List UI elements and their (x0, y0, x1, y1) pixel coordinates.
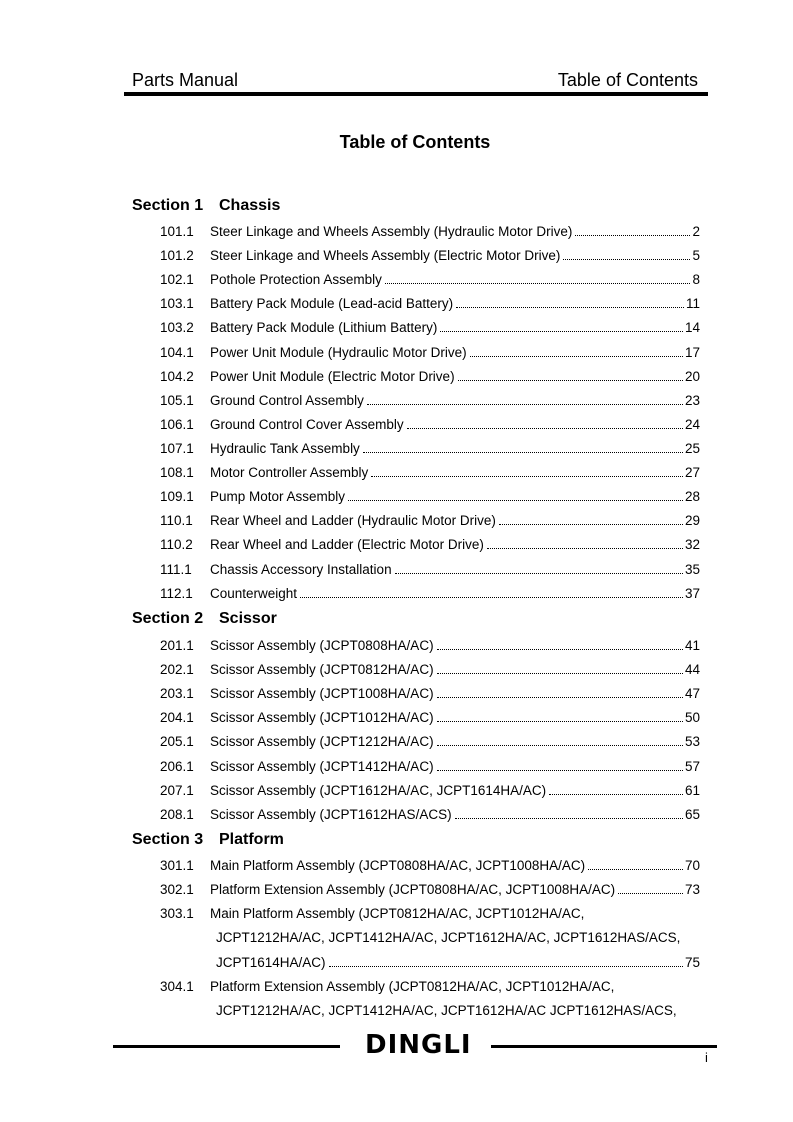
toc-entry-number: 112.1 (160, 586, 193, 601)
toc-entry-title: Platform Extension Assembly (JCPT0812HA/AC, JCPT1012HA/AC, (210, 979, 615, 994)
toc-entry-page: 2 (692, 224, 700, 239)
toc-entry-page: 8 (692, 272, 700, 287)
toc-entry-number: 103.1 (160, 296, 194, 311)
dot-leader (367, 404, 683, 405)
toc-entry-title-continuation: JCPT1212HA/AC, JCPT1412HA/AC, JCPT1612HA/AC, JCPT1612HAS/ACS, (216, 930, 681, 945)
toc-entry-title: Steer Linkage and Wheels Assembly (Hydraulic Motor Drive) (210, 224, 573, 239)
toc-entry[interactable] (160, 272, 700, 292)
toc-entry-title: Main Platform Assembly (JCPT0808HA/AC, JCPT1008HA/AC) (210, 858, 586, 873)
dot-leader (437, 697, 683, 698)
dot-leader (618, 893, 683, 894)
toc-entry-number: 301.1 (160, 858, 194, 873)
toc-entry-line (210, 710, 700, 726)
toc-entry[interactable] (160, 248, 700, 268)
toc-entry-line (210, 734, 700, 750)
toc-entry-title: Main Platform Assembly (JCPT0812HA/AC, JCPT1012HA/AC, (210, 906, 585, 921)
toc-entry-page: 57 (684, 759, 700, 774)
toc-entry-line (210, 320, 700, 336)
toc-entry[interactable] (160, 882, 700, 902)
toc-entry-title: Scissor Assembly (JCPT0808HA/AC) (210, 638, 434, 653)
dot-leader (437, 721, 683, 722)
toc-entry[interactable] (160, 734, 700, 754)
toc-entry-title: Rear Wheel and Ladder (Hydraulic Motor Drive) (210, 513, 496, 528)
toc-entry-line (210, 296, 700, 312)
toc-entry-number: 204.1 (160, 710, 194, 725)
toc-entry[interactable] (160, 858, 700, 878)
header-manual-title: Parts Manual (132, 70, 239, 90)
toc-entry-number: 110.1 (160, 513, 193, 528)
header-section-title: Table of Contents (557, 70, 698, 90)
toc-entry[interactable] (160, 369, 700, 389)
toc-entry-number: 109.1 (160, 489, 194, 504)
toc-entry-page: 53 (684, 734, 700, 749)
dot-leader (437, 673, 683, 674)
toc-entry-page: 44 (684, 662, 700, 677)
toc-entry-number: 103.2 (160, 320, 194, 335)
toc-entry-page: 5 (692, 248, 700, 263)
toc-entry-page: 41 (684, 638, 700, 653)
toc-entry[interactable] (160, 662, 700, 682)
toc-entry-page: 20 (684, 369, 700, 384)
section-name: Scissor (219, 610, 277, 627)
toc-entry[interactable] (160, 807, 700, 827)
toc-entry-title: Motor Controller Assembly (210, 465, 369, 480)
toc-entry-number: 207.1 (160, 783, 194, 798)
dot-leader (300, 597, 683, 598)
toc-entry-number: 102.1 (160, 272, 194, 287)
page-number: i (705, 1050, 708, 1065)
toc-entry-title-continuation: JCPT1212HA/AC, JCPT1412HA/AC, JCPT1612HA/AC JCPT1612HAS/ACS, (216, 1003, 677, 1018)
toc-entry-line (210, 807, 700, 823)
toc-entry-page: 50 (684, 710, 700, 725)
toc-entry[interactable] (160, 979, 700, 999)
dot-leader (470, 356, 683, 357)
toc-entry-line (210, 393, 700, 409)
dot-leader (549, 794, 683, 795)
dot-leader (458, 380, 683, 381)
page-title: Table of Contents (339, 132, 491, 152)
dingli-logo: DINGLI (365, 1030, 472, 1060)
toc-entry-number: 101.1 (160, 224, 194, 239)
toc-entry[interactable] (160, 465, 700, 485)
toc-entry-page: 11 (685, 296, 700, 311)
section-name: Chassis (219, 197, 281, 214)
toc-entry[interactable] (160, 759, 700, 779)
toc-entry-title: Scissor Assembly (JCPT1612HA/AC, JCPT1614HA/AC) (210, 783, 547, 798)
toc-entry-title-last-line (216, 955, 700, 975)
toc-entry[interactable] (160, 638, 700, 658)
toc-entry-line (210, 662, 700, 678)
toc-entry-line (210, 686, 700, 702)
toc-entry-number: 104.1 (160, 345, 194, 360)
toc-entry[interactable] (160, 224, 700, 244)
toc-entry-page: 28 (684, 489, 700, 504)
dot-leader (487, 548, 683, 549)
toc-entry-title: Hydraulic Tank Assembly (210, 441, 360, 456)
toc-entry-page: 32 (684, 537, 700, 552)
toc-entry-number: 302.1 (160, 882, 194, 897)
toc-entry-line (210, 562, 700, 578)
toc-entry[interactable] (160, 417, 700, 437)
dot-leader (588, 869, 683, 870)
toc-entry[interactable] (160, 537, 700, 557)
toc-entry-number: 111.1 (160, 562, 192, 577)
dot-leader (363, 452, 683, 453)
toc-entry-number: 304.1 (160, 979, 194, 994)
toc-entry-title: Rear Wheel and Ladder (Electric Motor Drive) (210, 537, 484, 552)
toc-entry-number: 101.2 (160, 248, 194, 263)
section-label: Section 2 (132, 610, 204, 627)
toc-entry-page: 17 (684, 345, 700, 360)
toc-entry-title: Scissor Assembly (JCPT1412HA/AC) (210, 759, 434, 774)
toc-entry[interactable] (160, 783, 700, 803)
section-heading (132, 831, 284, 849)
toc-entry-number: 303.1 (160, 906, 194, 921)
toc-entry-number: 206.1 (160, 759, 194, 774)
toc-entry-line (210, 513, 700, 529)
toc-entry-title: Counterweight (210, 586, 298, 601)
toc-entry-title: Battery Pack Module (Lead-acid Battery) (210, 296, 454, 311)
toc-entry-title: Pump Motor Assembly (210, 489, 346, 504)
toc-entry-line (210, 638, 700, 654)
section-label: Section 3 (132, 831, 204, 848)
footer-rule-left (113, 1045, 340, 1048)
toc-entry-line (210, 224, 700, 240)
toc-entry[interactable] (160, 296, 700, 316)
toc-entry-page: 35 (684, 562, 700, 577)
toc-entry-line (210, 586, 700, 602)
toc-entry-number: 105.1 (160, 393, 194, 408)
toc-entry[interactable] (160, 686, 700, 706)
toc-entry-title: Scissor Assembly (JCPT1612HAS/ACS) (210, 807, 452, 822)
toc-entry-page: 37 (684, 586, 700, 601)
toc-entry-line (210, 783, 700, 799)
toc-entry-page: 25 (684, 441, 700, 456)
footer-rule-right (491, 1045, 717, 1048)
toc-entry-title: Ground Control Assembly (210, 393, 364, 408)
toc-entry[interactable] (160, 513, 700, 533)
toc-entry-page: 47 (684, 686, 700, 701)
toc-entry[interactable] (160, 441, 700, 461)
dot-leader (563, 259, 690, 260)
toc-entry-title: Chassis Accessory Installation (210, 562, 392, 577)
toc-entry-line (210, 537, 700, 553)
toc-entry-page: 73 (684, 882, 700, 897)
toc-entry-page: 29 (684, 513, 700, 528)
toc-entry-number: 108.1 (160, 465, 194, 480)
toc-entry-title: Scissor Assembly (JCPT1212HA/AC) (210, 734, 434, 749)
toc-entry[interactable] (160, 906, 700, 926)
toc-entry-page: 65 (684, 807, 700, 822)
toc-entry-title: Power Unit Module (Hydraulic Motor Drive) (210, 345, 467, 360)
toc-entry-title: Battery Pack Module (Lithium Battery) (210, 320, 438, 335)
dot-leader (437, 745, 683, 746)
toc-entry-page: 14 (684, 320, 700, 335)
toc-entry-page: 23 (684, 393, 700, 408)
toc-entry-line (210, 369, 700, 385)
dot-leader (575, 235, 690, 236)
section-heading (132, 610, 277, 628)
dot-leader (440, 331, 683, 332)
dot-leader (385, 283, 691, 284)
toc-entry-line (210, 759, 700, 775)
toc-entry-page: 27 (684, 465, 700, 480)
toc-entry-page: 24 (684, 417, 700, 432)
toc-entry-title: Platform Extension Assembly (JCPT0808HA/AC, JCPT1008HA/AC) (210, 882, 616, 897)
toc-entry[interactable] (160, 320, 700, 340)
toc-entry-line (210, 417, 700, 433)
section-label: Section 1 (132, 197, 204, 214)
toc-entry[interactable] (160, 393, 700, 413)
toc-entry-title-continuation: JCPT1614HA/AC) (216, 955, 326, 970)
toc-entry-number: 205.1 (160, 734, 194, 749)
toc-entry-line (210, 858, 700, 874)
dot-leader (499, 524, 683, 525)
toc-entry-title: Ground Control Cover Assembly (210, 417, 404, 432)
toc-entry-number: 106.1 (160, 417, 194, 432)
toc-entry-page: 61 (684, 783, 700, 798)
toc-entry[interactable] (160, 710, 700, 730)
toc-entry[interactable] (160, 345, 700, 365)
toc-entry-number: 201.1 (160, 638, 194, 653)
toc-entry[interactable] (160, 489, 700, 509)
toc-entry-page: 75 (684, 955, 700, 970)
toc-entry-line (210, 248, 700, 264)
toc-entry-line (210, 489, 700, 505)
toc-entry-number: 107.1 (160, 441, 194, 456)
toc-entry-title: Pothole Protection Assembly (210, 272, 382, 287)
toc-entry-number: 208.1 (160, 807, 194, 822)
dot-leader (456, 307, 684, 308)
dot-leader (407, 428, 683, 429)
toc-entry-line (210, 465, 700, 481)
toc-entry-title: Scissor Assembly (JCPT1008HA/AC) (210, 686, 434, 701)
section-name: Platform (219, 831, 284, 848)
toc-entry-title: Scissor Assembly (JCPT0812HA/AC) (210, 662, 434, 677)
toc-entry-line (210, 345, 700, 361)
toc-entry-line (210, 882, 700, 898)
header-rule (124, 92, 708, 96)
toc-entry-number: 104.2 (160, 369, 194, 384)
toc-entry[interactable] (160, 562, 700, 582)
toc-entry-line (210, 272, 700, 288)
dot-leader (395, 573, 683, 574)
toc-entry-number: 203.1 (160, 686, 194, 701)
dot-leader (329, 966, 683, 967)
dot-leader (437, 770, 683, 771)
toc-entry-number: 110.2 (160, 537, 193, 552)
dot-leader (455, 818, 683, 819)
toc-entry-number: 202.1 (160, 662, 194, 677)
section-heading (132, 197, 280, 215)
dot-leader (371, 476, 683, 477)
toc-entry-page: 70 (684, 858, 700, 873)
toc-entry-title: Steer Linkage and Wheels Assembly (Electric Motor Drive) (210, 248, 561, 263)
toc-entry[interactable] (160, 586, 700, 606)
toc-entry-title: Scissor Assembly (JCPT1012HA/AC) (210, 710, 434, 725)
dot-leader (348, 500, 683, 501)
dot-leader (437, 649, 683, 650)
toc-entry-title: Power Unit Module (Electric Motor Drive) (210, 369, 455, 384)
toc-entry-line (210, 441, 700, 457)
